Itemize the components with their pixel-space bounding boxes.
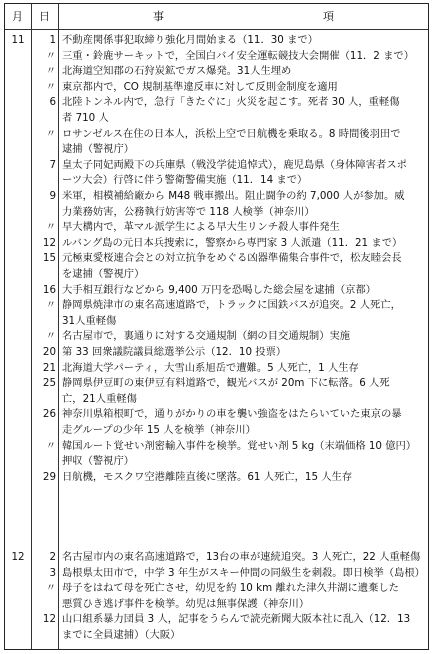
table-row <box>5 283 428 299</box>
day-cell: 〃 <box>45 65 56 78</box>
day-cell: 20 <box>42 346 56 358</box>
table-row <box>5 439 428 470</box>
table-row <box>5 220 428 236</box>
table-row <box>5 376 428 407</box>
table-row <box>5 33 428 49</box>
day-cell: 〃 <box>45 221 56 234</box>
day-cell: 15 <box>42 252 56 265</box>
header-day: 日 <box>39 10 51 23</box>
event-text: 日航機，モスクワ空港離陸直後に墜落。61 人死亡，15 人生存 <box>62 470 353 483</box>
table-row <box>5 581 428 612</box>
event-text: 皇太子同妃両殿下の兵庫県（戦没学徒追悼式），鹿児島県（身体障害者スポ <box>62 158 407 171</box>
event-text: 名古屋市で，裏通りに対する交通規制（網の目交通規制）実施 <box>62 330 351 343</box>
event-text: ーツ大会）行啓に伴う警衛警備実施（11．14 まで） <box>62 174 308 187</box>
event-text: 亡，21人重軽傷 <box>62 392 137 405</box>
event-text: 走グループの少年 15 人を検挙（神奈川） <box>62 423 256 436</box>
table-row <box>5 49 428 65</box>
event-text: 山口組系暴力団員 3 人，記事をうらんで読売新聞大阪本社に乱入（12．13 <box>62 613 411 626</box>
day-cell: 12 <box>42 613 56 626</box>
event-text: 北海道空知郡の石狩炭鉱でガス爆発。31人生埋め <box>62 65 292 78</box>
table-row <box>5 470 428 486</box>
event-text: 静岡県焼津市の東名高速道路で，トラックに国鉄バスが追突。2 人死亡， <box>62 299 401 312</box>
table-row <box>5 80 428 96</box>
event-text: 東京都内で，CO 規制基準違反車に対して反則金制度を適用 <box>62 80 338 93</box>
day-cell: 〃 <box>45 299 56 312</box>
event-text: ルバング島の元日本兵捜索に，警察から専門家 3 人派遣（11．21 まで） <box>62 236 403 249</box>
table-row <box>5 189 428 220</box>
table-row <box>5 407 428 438</box>
event-text: 者 710 人 <box>62 111 109 124</box>
day-cell: 21 <box>42 361 56 374</box>
event-text: 逮捕（警視庁） <box>62 143 135 156</box>
day-cell: 16 <box>42 283 56 296</box>
table-row <box>5 550 428 566</box>
event-text: 母子をはねて母を死亡させ，幼児を約 10 km 離れた津久井湖に遺棄した <box>62 582 399 595</box>
header-event-2: 項 <box>323 10 335 23</box>
day-cell: 〃 <box>45 582 56 595</box>
event-text: 三重・鈴鹿サーキットで，全国白バイ安全運転競技大会開催（11．2 まで） <box>62 49 415 62</box>
table-row <box>5 329 428 345</box>
day-cell: 6 <box>49 96 56 109</box>
event-text: 名古屋市内の東名高速道路で，13台の車が連続追突。3 人死亡，22 人重軽傷 <box>62 551 421 563</box>
day-cell: 2 <box>49 551 56 563</box>
day-cell: 1 <box>49 34 56 46</box>
event-text: 押収（警視庁） <box>62 455 135 468</box>
event-text: 力業務妨害，公務執行妨害等で 118 人検挙（神奈川） <box>62 205 315 218</box>
header-month: 月 <box>12 10 24 23</box>
chronology-table <box>4 3 429 650</box>
event-text: 不動産関係事犯取締り強化月間始まる（11．30 まで） <box>62 34 319 46</box>
day-cell: 〃 <box>45 49 56 62</box>
table-row <box>5 566 428 582</box>
day-cell: 〃 <box>45 439 56 452</box>
day-cell: 12 <box>42 236 56 249</box>
day-cell: 9 <box>49 190 56 202</box>
month-cell: 11 <box>11 34 25 46</box>
event-text: 第 33 回衆議院議員総選挙公示（12．10 投票） <box>62 346 287 358</box>
event-text: 韓国ルート覚せい剤密輸入事件を検挙。覚せい剤 5 kg（末端価格 10 億円） <box>62 439 417 452</box>
header-event-1: 事 <box>153 10 165 23</box>
table-row <box>5 345 428 361</box>
event-text: 元極東愛桜連合会との対立抗争をめぐる凶器準備集合事件で，松友睦会長 <box>62 252 402 265</box>
day-cell: 26 <box>42 408 56 421</box>
header-divider <box>5 29 428 30</box>
event-text: ロサンゼルス在住の日本人，浜松上空で日航機を乗取る。8 時間後羽田で <box>62 127 401 140</box>
event-text: 静岡県伊豆町の東伊豆有料道路で，観光バスが 20m 下に転落。6 人死 <box>62 377 390 390</box>
table-row <box>5 612 428 643</box>
event-text: 31人重軽傷 <box>62 314 117 327</box>
event-text: を逮捕（警視庁） <box>62 267 145 280</box>
event-text: 北陸トンネル内で，急行「きたぐに」火災を起こす。死者 30 人，重軽傷 <box>62 96 400 109</box>
event-text: 北海道大学パーティ，大雪山系旭岳で遭難。5 人死亡，1 人生存 <box>62 361 359 374</box>
day-cell: 3 <box>49 566 56 579</box>
day-cell: 25 <box>42 377 56 390</box>
event-text: 神奈川県箱根町で，通りがかりの車を襲い強盗をはたらいていた東京の暴 <box>62 408 402 421</box>
table-row <box>5 251 428 282</box>
table-row <box>5 298 428 329</box>
event-text: 大手相互銀行などから 9,400 万円を恐喝した総会屋を逮捕（京都） <box>62 283 377 296</box>
table-row <box>5 158 428 189</box>
table-row <box>5 236 428 252</box>
month-cell: 12 <box>11 551 25 563</box>
event-text: 島根県太田市で，中学 3 年生がスキー仲間の同級生を刺殺。即日検挙（島根） <box>62 566 425 579</box>
day-cell: 〃 <box>45 330 56 343</box>
event-text: 悪質ひき逃げ事件を検挙。幼児は無事保護（神奈川） <box>62 597 310 610</box>
event-text: 早大構内で，革マル派学生による早大生リンチ殺人事件発生 <box>62 221 340 234</box>
event-text: までに全員逮捕）（大阪） <box>62 628 181 641</box>
day-cell: 7 <box>49 158 56 171</box>
day-cell: 〃 <box>45 80 56 93</box>
table-row <box>5 361 428 377</box>
table-row <box>5 64 428 80</box>
table-row <box>5 95 428 126</box>
table-row <box>5 127 428 158</box>
event-text: 米軍，相模補給廠から M48 戦車搬出。阻止闘争の約 7,000 人が参加。威 <box>62 190 405 202</box>
day-cell: 〃 <box>45 127 56 140</box>
day-cell: 29 <box>42 470 56 483</box>
